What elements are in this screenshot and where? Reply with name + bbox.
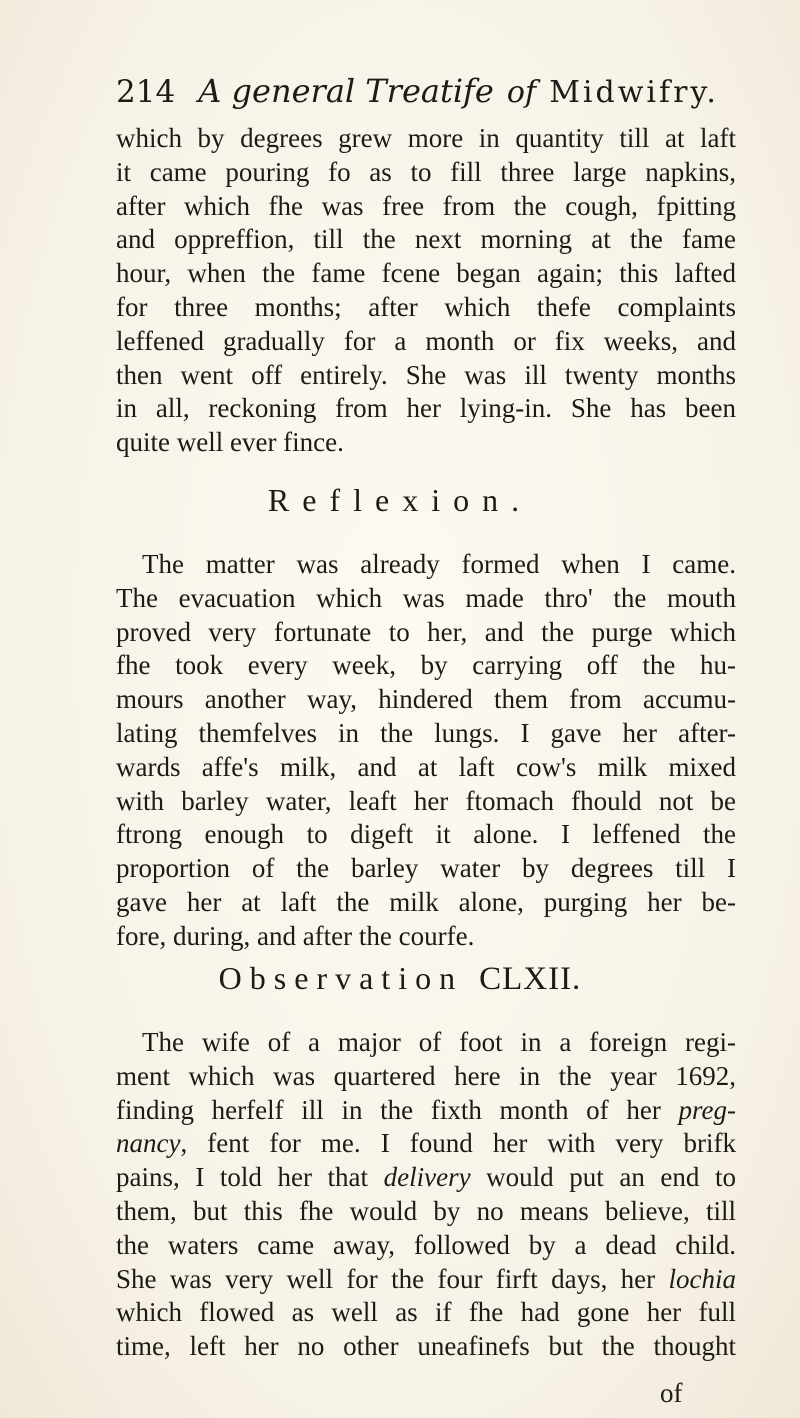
text-line: then went off entirely. She was ill twenty months (116, 359, 736, 390)
text-fragment: She was very well for the four firft days, her (116, 1263, 669, 1294)
text-line: lating themfelves in the lungs. I gave her after- (116, 717, 736, 748)
text-line: gave her at laft the milk alone, purging her be- (116, 886, 736, 917)
text-line: proportion of the barley water by degrees till I (116, 853, 736, 884)
paragraph-reflexion (116, 548, 736, 954)
running-title-subject: Midwifry. (549, 75, 719, 110)
italic-term: preg- (678, 1094, 736, 1125)
text-line: for three months; after which thefe complaints (116, 291, 736, 322)
text-line: The evacuation which was made thro' the mouth (116, 582, 736, 613)
observation-heading-numeral: CLXII. (479, 961, 582, 997)
text-line: in all, reckoning from her lying-in. She has been (116, 393, 736, 424)
text-line: which flowed as well as if fhe had gone her full (116, 1297, 736, 1328)
paragraph-observation (116, 1026, 736, 1364)
text-fragment: finding herfelf ill in the fixth month of her (116, 1094, 679, 1125)
text-line: them, but this fhe would by no means believe, till (116, 1195, 736, 1226)
text-line: hour, when the fame fcene began again; this lafted (116, 258, 736, 289)
text-line: mours another way, hindered them from accumu- (116, 684, 736, 715)
paragraph-case-continuation (116, 122, 736, 460)
running-header (116, 72, 736, 116)
text-line: fore, during, and after the courfe. (116, 920, 475, 951)
observation-heading-word: Observation (218, 960, 464, 996)
text-line: with barley water, leaft her ftomach fhould not be (116, 785, 736, 816)
text-fragment: , fent for me. I found her with very brifk (180, 1128, 736, 1159)
text-line: The matter was already formed when I came. (142, 549, 736, 579)
text-line: wards affe's milk, and at laft cow's milk mixed (116, 751, 736, 782)
text-line: and oppreffion, till the next morning at the fame (116, 224, 736, 255)
italic-term: delivery (383, 1162, 471, 1193)
text-line (116, 1094, 736, 1128)
text-line: after which fhe was free from the cough, fpitting (116, 190, 736, 221)
text-fragment: would put an end to (470, 1162, 736, 1193)
text-line (116, 1263, 736, 1297)
text-line (116, 1127, 736, 1161)
text-line: leffened gradually for a month or fix weeks, and (116, 325, 736, 356)
page-number: 214 (116, 74, 176, 110)
text-line: proved very fortunate to her, and the purge which (116, 616, 736, 647)
text-line: it came pouring fo as to fill three large napkins, (116, 156, 736, 187)
running-title: A general Treatife (198, 72, 494, 110)
text-line: fhe took every week, by carrying off the hu- (116, 650, 736, 681)
text-line (116, 1161, 736, 1195)
text-line: the waters came away, followed by a dead child. (116, 1229, 736, 1260)
observation-heading (0, 960, 800, 998)
text-fragment: pains, I told her that (116, 1162, 384, 1193)
text-line: which by degrees grew more in quantity till at laft (116, 123, 736, 153)
italic-term: nancy (116, 1128, 181, 1159)
reflexion-heading: Reflexion. (267, 482, 533, 518)
italic-term: lochia (668, 1263, 736, 1294)
text-line: ftrong enough to digeft it alone. I leffened the (116, 819, 736, 850)
catchword: of (660, 1378, 683, 1408)
text-line: The wife of a major of foot in a foreign regi- (142, 1027, 736, 1057)
text-line: ment which was quartered here in the year 1692, (116, 1060, 736, 1091)
text-line: time, left her no other uneafinefs but the thought (116, 1331, 736, 1362)
running-title-of: of (506, 75, 537, 110)
text-line: quite well ever fince. (116, 427, 344, 458)
